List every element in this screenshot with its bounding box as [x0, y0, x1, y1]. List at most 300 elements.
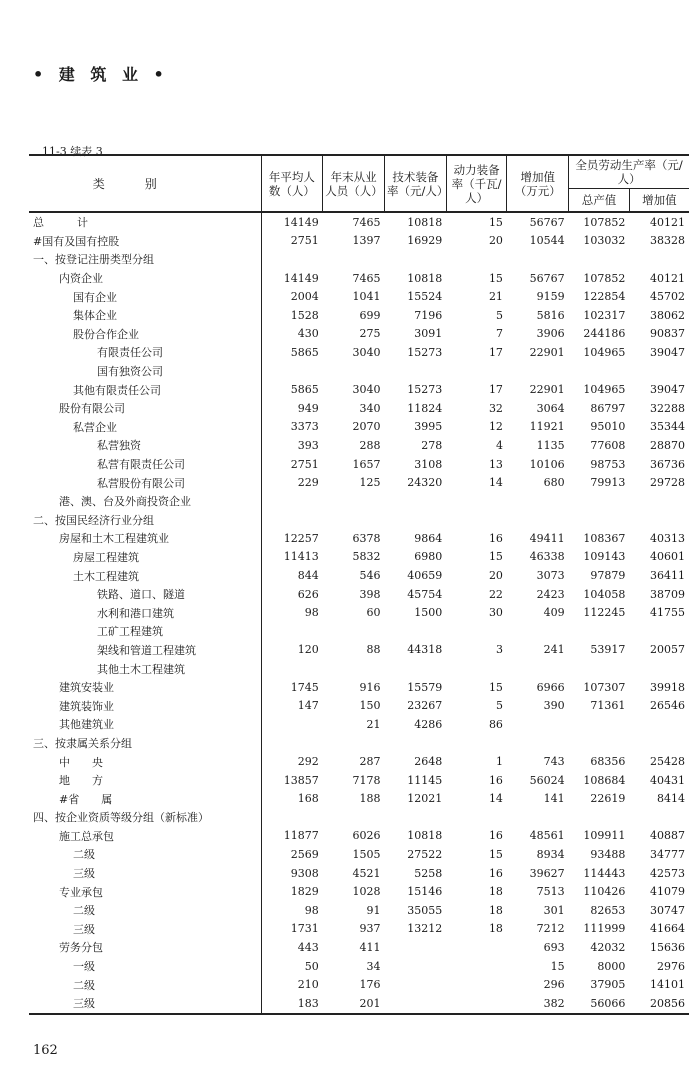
cell-power-equipment-rate: 12 [488, 420, 503, 434]
cell-power-equipment-rate: 1 [495, 755, 503, 769]
cell-productivity-gross-output: 82653 [590, 903, 626, 917]
row-label: 四、按企业资质等级分组（新标准） [33, 811, 209, 825]
row-label: 股份有限公司 [59, 402, 125, 416]
row-label: 二级 [73, 904, 95, 918]
cell-productivity-value-added [629, 511, 689, 530]
table-row [29, 901, 689, 920]
cell-tech-equipment-rate: 10818 [407, 215, 443, 229]
row-label: 房屋工程建筑 [73, 550, 139, 564]
cell-productivity-gross-output: 122854 [583, 290, 626, 304]
cell-year-end-employees: 91 [366, 903, 381, 917]
cell-tech-equipment-rate [385, 250, 447, 269]
cell-productivity-gross-output: 104058 [583, 587, 626, 601]
cell-productivity-value-added: 41079 [650, 885, 685, 899]
cell-avg-persons: 229 [261, 473, 323, 492]
cell-power-equipment-rate: 15 [488, 847, 503, 861]
table-row [29, 957, 689, 976]
cell-value-added [507, 715, 569, 734]
row-label: 国有企业 [73, 290, 117, 304]
cell-power-equipment-rate: 30 [488, 606, 503, 620]
cell-power-equipment-rate: 14 [488, 792, 503, 806]
cell-value-added: 3073 [536, 569, 565, 583]
cell-value-added: 2423 [536, 587, 565, 601]
header-category: 类别 [29, 155, 261, 212]
cell-value-added [507, 492, 569, 511]
cell-productivity-value-added [629, 362, 689, 381]
cell-productivity-value-added: 38328 [650, 234, 685, 248]
cell-power-equipment-rate: 20 [488, 234, 503, 248]
cell-power-equipment-rate: 18 [488, 903, 503, 917]
cell-value-added: 22901 [529, 345, 565, 359]
cell-tech-equipment-rate: 10818 [407, 271, 443, 285]
cell-power-equipment-rate: 14 [488, 476, 503, 490]
header-productivity-value-added: 增加值 [629, 189, 689, 213]
cell-value-added: 390 [543, 699, 565, 713]
cell-year-end-employees: 150 [359, 699, 381, 713]
cell-productivity-value-added: 41755 [650, 606, 685, 620]
cell-productivity-value-added: 35344 [650, 420, 685, 434]
cell-tech-equipment-rate: 5258 [414, 866, 443, 880]
table-row [29, 827, 689, 846]
cell-avg-persons: 5865 [261, 343, 323, 362]
cell-productivity-value-added: 36411 [650, 569, 685, 583]
cell-tech-equipment-rate [385, 938, 447, 957]
cell-avg-persons: 147 [261, 696, 323, 715]
cell-year-end-employees: 7465 [352, 215, 381, 229]
row-label: 私营企业 [73, 420, 117, 434]
row-label: 建筑安装业 [59, 681, 114, 695]
cell-tech-equipment-rate: 35055 [407, 903, 443, 917]
row-label: 一级 [73, 960, 95, 974]
cell-tech-equipment-rate: 11824 [407, 401, 443, 415]
cell-year-end-employees: 3040 [352, 345, 381, 359]
cell-productivity-gross-output: 108684 [583, 773, 626, 787]
cell-year-end-employees: 188 [359, 792, 381, 806]
cell-avg-persons: 183 [261, 994, 323, 1014]
cell-avg-persons: 1731 [261, 920, 323, 939]
cell-productivity-gross-output: 111999 [583, 922, 626, 936]
table-row [29, 975, 689, 994]
cell-power-equipment-rate: 20 [488, 569, 503, 583]
cell-year-end-employees [323, 622, 385, 641]
row-label: 私营独资 [97, 439, 141, 453]
cell-value-added: 241 [543, 643, 565, 657]
cell-year-end-employees [323, 734, 385, 753]
cell-power-equipment-rate [446, 938, 507, 957]
cell-year-end-employees: 34 [366, 959, 381, 973]
cell-avg-persons: 1829 [261, 882, 323, 901]
row-label: 二级 [73, 848, 95, 862]
cell-productivity-gross-output: 95010 [590, 420, 626, 434]
row-label: 劳务分包 [59, 941, 103, 955]
cell-power-equipment-rate [446, 492, 507, 511]
cell-tech-equipment-rate: 9864 [414, 531, 443, 545]
row-label: 二、按国民经济行业分组 [33, 513, 154, 527]
cell-avg-persons: 11413 [261, 548, 323, 567]
cell-tech-equipment-rate [385, 659, 447, 678]
cell-tech-equipment-rate [385, 808, 447, 827]
cell-year-end-employees: 411 [359, 940, 381, 954]
cell-year-end-employees: 1028 [352, 885, 381, 899]
cell-value-added: 56767 [529, 215, 565, 229]
cell-productivity-value-added [629, 808, 689, 827]
cell-year-end-employees: 6378 [352, 531, 381, 545]
header-labor-productivity: 全员劳动生产率（元/人） [569, 155, 689, 189]
cell-avg-persons: 168 [261, 789, 323, 808]
cell-power-equipment-rate: 16 [488, 773, 503, 787]
cell-productivity-value-added: 40121 [650, 271, 685, 285]
cell-tech-equipment-rate: 23267 [407, 699, 443, 713]
cell-avg-persons: 14149 [261, 212, 323, 232]
cell-productivity-gross-output [569, 492, 630, 511]
cell-power-equipment-rate: 15 [488, 215, 503, 229]
cell-tech-equipment-rate: 6980 [414, 550, 443, 564]
cell-avg-persons: 844 [261, 566, 323, 585]
table-row [29, 548, 689, 567]
cell-year-end-employees: 1041 [352, 290, 381, 304]
table-body [29, 212, 689, 1014]
cell-productivity-value-added: 40601 [650, 550, 685, 564]
cell-tech-equipment-rate: 27522 [407, 847, 443, 861]
cell-year-end-employees [323, 250, 385, 269]
cell-productivity-value-added: 20057 [650, 643, 685, 657]
header-power-equipment-rate: 动力装备率（千瓦/人） [446, 155, 507, 212]
table-row [29, 789, 689, 808]
table-row [29, 473, 689, 492]
cell-year-end-employees [323, 659, 385, 678]
cell-productivity-gross-output [569, 511, 630, 530]
cell-avg-persons: 626 [261, 585, 323, 604]
cell-productivity-gross-output: 104965 [583, 383, 626, 397]
row-label: 私营有限责任公司 [97, 458, 185, 472]
cell-avg-persons [261, 659, 323, 678]
cell-productivity-gross-output: 112245 [583, 606, 626, 620]
row-label: 集体企业 [73, 309, 117, 323]
cell-power-equipment-rate [446, 659, 507, 678]
cell-avg-persons: 949 [261, 399, 323, 418]
cell-year-end-employees: 176 [359, 978, 381, 992]
cell-productivity-gross-output: 68356 [590, 755, 626, 769]
cell-value-added: 743 [543, 755, 565, 769]
cell-year-end-employees: 88 [366, 643, 381, 657]
cell-avg-persons: 5865 [261, 380, 323, 399]
row-label: 其他土木工程建筑 [97, 662, 185, 676]
cell-avg-persons: 98 [261, 901, 323, 920]
cell-value-added: 22901 [529, 383, 565, 397]
table-row [29, 715, 689, 734]
table-row [29, 566, 689, 585]
cell-tech-equipment-rate [385, 734, 447, 753]
table-row [29, 659, 689, 678]
cell-tech-equipment-rate: 24320 [407, 476, 443, 490]
cell-year-end-employees: 1397 [352, 234, 381, 248]
cell-productivity-gross-output: 8000 [597, 959, 626, 973]
cell-productivity-gross-output: 107307 [583, 680, 626, 694]
cell-power-equipment-rate: 7 [495, 327, 503, 341]
table-row [29, 678, 689, 697]
cell-productivity-value-added: 26546 [650, 699, 685, 713]
cell-power-equipment-rate: 18 [488, 885, 503, 899]
cell-value-added: 6966 [536, 680, 565, 694]
cell-productivity-gross-output: 71361 [590, 699, 626, 713]
cell-productivity-value-added: 32288 [650, 401, 685, 415]
statistics-table-container [29, 154, 689, 1015]
cell-year-end-employees [323, 808, 385, 827]
cell-productivity-gross-output: 244186 [583, 327, 626, 341]
cell-tech-equipment-rate: 13212 [407, 922, 443, 936]
cell-avg-persons: 2751 [261, 232, 323, 251]
cell-tech-equipment-rate: 11145 [407, 773, 443, 787]
cell-power-equipment-rate: 22 [488, 587, 503, 601]
running-head: • 建 筑 业 • [33, 65, 169, 84]
cell-productivity-value-added [629, 715, 689, 734]
cell-year-end-employees: 7178 [352, 773, 381, 787]
cell-value-added: 3064 [536, 401, 565, 415]
cell-power-equipment-rate: 18 [488, 922, 503, 936]
table-row [29, 455, 689, 474]
table-row [29, 306, 689, 325]
row-label: 架线和管道工程建筑 [97, 643, 196, 657]
cell-avg-persons [261, 715, 323, 734]
table-row [29, 585, 689, 604]
cell-year-end-employees: 937 [359, 922, 381, 936]
cell-tech-equipment-rate: 15524 [407, 290, 443, 304]
table-row [29, 622, 689, 641]
cell-power-equipment-rate [446, 808, 507, 827]
cell-productivity-gross-output: 102317 [583, 308, 626, 322]
cell-avg-persons: 1528 [261, 306, 323, 325]
table-row [29, 325, 689, 344]
cell-productivity-value-added [629, 622, 689, 641]
cell-avg-persons: 393 [261, 436, 323, 455]
cell-avg-persons: 50 [261, 957, 323, 976]
cell-power-equipment-rate: 16 [488, 866, 503, 880]
row-label: 水利和港口建筑 [97, 606, 174, 620]
table-row [29, 696, 689, 715]
cell-value-added: 10106 [529, 457, 565, 471]
table-row [29, 808, 689, 827]
cell-power-equipment-rate: 15 [488, 550, 503, 564]
table-row [29, 920, 689, 939]
table-row [29, 529, 689, 548]
cell-productivity-value-added: 29728 [650, 476, 685, 490]
table-row [29, 399, 689, 418]
cell-productivity-gross-output: 109911 [583, 829, 626, 843]
table-row [29, 232, 689, 251]
cell-tech-equipment-rate: 15273 [407, 345, 443, 359]
cell-productivity-value-added: 14101 [650, 978, 685, 992]
header-tech-equipment-rate: 技术装备率（元/人） [385, 155, 447, 212]
cell-tech-equipment-rate: 1500 [414, 606, 443, 620]
cell-productivity-value-added: 39047 [650, 383, 685, 397]
cell-productivity-gross-output: 98753 [590, 457, 626, 471]
cell-productivity-gross-output [569, 734, 630, 753]
cell-tech-equipment-rate [385, 511, 447, 530]
cell-year-end-employees: 916 [359, 680, 381, 694]
cell-power-equipment-rate [446, 957, 507, 976]
cell-productivity-gross-output [569, 659, 630, 678]
cell-value-added: 5816 [536, 308, 565, 322]
cell-year-end-employees: 4521 [352, 866, 381, 880]
cell-productivity-value-added: 34777 [650, 847, 685, 861]
cell-year-end-employees: 125 [359, 476, 381, 490]
cell-tech-equipment-rate: 4286 [414, 717, 443, 731]
cell-value-added: 39627 [529, 866, 565, 880]
cell-value-added: 8934 [536, 847, 565, 861]
cell-avg-persons [261, 362, 323, 381]
row-label: 总 计 [33, 216, 88, 230]
cell-avg-persons: 1745 [261, 678, 323, 697]
cell-tech-equipment-rate: 3108 [414, 457, 443, 471]
table-row [29, 380, 689, 399]
cell-productivity-gross-output: 97879 [590, 569, 626, 583]
cell-avg-persons: 120 [261, 641, 323, 660]
row-label: #国有及国有控股 [33, 234, 120, 248]
table-row [29, 212, 689, 232]
cell-avg-persons: 292 [261, 752, 323, 771]
row-label: 中 央 [59, 755, 103, 769]
cell-productivity-gross-output: 56066 [569, 994, 630, 1014]
cell-year-end-employees: 21 [366, 717, 381, 731]
row-label: 股份合作企业 [73, 327, 139, 341]
table-row [29, 436, 689, 455]
cell-power-equipment-rate: 16 [488, 531, 503, 545]
cell-tech-equipment-rate [385, 994, 447, 1014]
header-year-end-employees: 年末从业人员（人） [323, 155, 385, 212]
row-label: 港、澳、台及外商投资企业 [59, 495, 191, 509]
cell-productivity-gross-output: 104965 [583, 345, 626, 359]
cell-avg-persons [261, 734, 323, 753]
table-row [29, 752, 689, 771]
cell-productivity-value-added: 28870 [650, 438, 685, 452]
cell-power-equipment-rate: 17 [488, 383, 503, 397]
cell-productivity-gross-output: 114443 [583, 866, 626, 880]
cell-productivity-value-added: 25428 [650, 755, 685, 769]
cell-productivity-gross-output [569, 808, 630, 827]
cell-power-equipment-rate: 5 [495, 699, 503, 713]
row-label: #省 属 [59, 792, 113, 806]
cell-value-added: 301 [543, 903, 565, 917]
cell-productivity-value-added: 39918 [650, 680, 685, 694]
cell-power-equipment-rate: 5 [495, 308, 503, 322]
cell-tech-equipment-rate: 12021 [407, 792, 443, 806]
cell-avg-persons: 2004 [261, 287, 323, 306]
row-label: 三级 [29, 994, 261, 1014]
cell-power-equipment-rate [446, 622, 507, 641]
row-label: 建筑装饰业 [59, 699, 114, 713]
cell-year-end-employees: 287 [359, 755, 381, 769]
cell-year-end-employees: 288 [359, 438, 381, 452]
table-row [29, 287, 689, 306]
cell-productivity-value-added: 30747 [650, 903, 685, 917]
cell-value-added: 680 [543, 476, 565, 490]
cell-productivity-value-added: 90837 [650, 327, 685, 341]
cell-value-added: 10544 [529, 234, 565, 248]
cell-productivity-value-added [629, 492, 689, 511]
row-label: 其他建筑业 [59, 718, 114, 732]
row-label: 二级 [73, 978, 95, 992]
cell-power-equipment-rate: 15 [488, 680, 503, 694]
header-productivity-gross-output: 总产值 [569, 189, 630, 213]
cell-productivity-gross-output [569, 250, 630, 269]
table-row [29, 771, 689, 790]
cell-value-added: 11921 [529, 420, 565, 434]
cell-avg-persons: 12257 [261, 529, 323, 548]
cell-year-end-employees: 275 [359, 327, 381, 341]
cell-year-end-employees: 3040 [352, 383, 381, 397]
cell-avg-persons: 430 [261, 325, 323, 344]
cell-value-added: 409 [543, 606, 565, 620]
table-row [29, 864, 689, 883]
cell-productivity-value-added [629, 250, 689, 269]
cell-productivity-gross-output: 93488 [590, 847, 626, 861]
cell-avg-persons: 2751 [261, 455, 323, 474]
cell-tech-equipment-rate: 45754 [407, 587, 443, 601]
cell-power-equipment-rate: 15 [488, 271, 503, 285]
cell-value-added: 7513 [536, 885, 565, 899]
page-number: 162 [33, 1043, 58, 1058]
cell-power-equipment-rate: 17 [488, 345, 503, 359]
cell-productivity-value-added: 40121 [650, 215, 685, 229]
table-row [29, 603, 689, 622]
cell-value-added: 48561 [529, 829, 565, 843]
row-label: 三级 [73, 922, 95, 936]
cell-avg-persons: 2569 [261, 845, 323, 864]
cell-year-end-employees: 398 [359, 587, 381, 601]
cell-year-end-employees: 201 [323, 994, 385, 1014]
cell-productivity-value-added: 45702 [650, 290, 685, 304]
cell-productivity-value-added: 2976 [657, 959, 685, 973]
cell-year-end-employees: 340 [359, 401, 381, 415]
cell-value-added [507, 362, 569, 381]
table-row [29, 362, 689, 381]
cell-year-end-employees: 6026 [352, 829, 381, 843]
cell-value-added [507, 659, 569, 678]
cell-productivity-gross-output: 107852 [583, 271, 626, 285]
row-label: 国有独资公司 [97, 365, 163, 379]
cell-productivity-value-added: 40313 [650, 531, 685, 545]
cell-year-end-employees: 5832 [352, 550, 381, 564]
cell-productivity-gross-output [569, 362, 630, 381]
cell-year-end-employees: 60 [366, 606, 381, 620]
row-label: 工矿工程建筑 [97, 625, 163, 639]
row-label: 三、按隶属关系分组 [33, 736, 132, 750]
cell-productivity-gross-output: 37905 [590, 978, 626, 992]
cell-productivity-value-added: 20856 [629, 994, 689, 1014]
cell-value-added: 56024 [529, 773, 565, 787]
cell-avg-persons [261, 808, 323, 827]
cell-productivity-value-added: 38709 [650, 587, 685, 601]
table-row [29, 418, 689, 437]
cell-avg-persons: 14149 [261, 269, 323, 288]
table-row [29, 269, 689, 288]
cell-value-added: 49411 [529, 531, 565, 545]
row-label: 施工总承包 [59, 829, 114, 843]
row-label: 有限责任公司 [97, 346, 163, 360]
cell-tech-equipment-rate: 2648 [414, 755, 443, 769]
cell-value-added [507, 250, 569, 269]
row-label: 土木工程建筑 [73, 569, 139, 583]
cell-power-equipment-rate: 32 [488, 401, 503, 415]
table-row [29, 343, 689, 362]
row-label: 其他有限责任公司 [73, 383, 161, 397]
cell-productivity-value-added: 8414 [657, 792, 685, 806]
cell-value-added [507, 622, 569, 641]
cell-tech-equipment-rate: 10818 [407, 829, 443, 843]
cell-year-end-employees: 1505 [352, 847, 381, 861]
cell-avg-persons [261, 622, 323, 641]
cell-year-end-employees [323, 511, 385, 530]
